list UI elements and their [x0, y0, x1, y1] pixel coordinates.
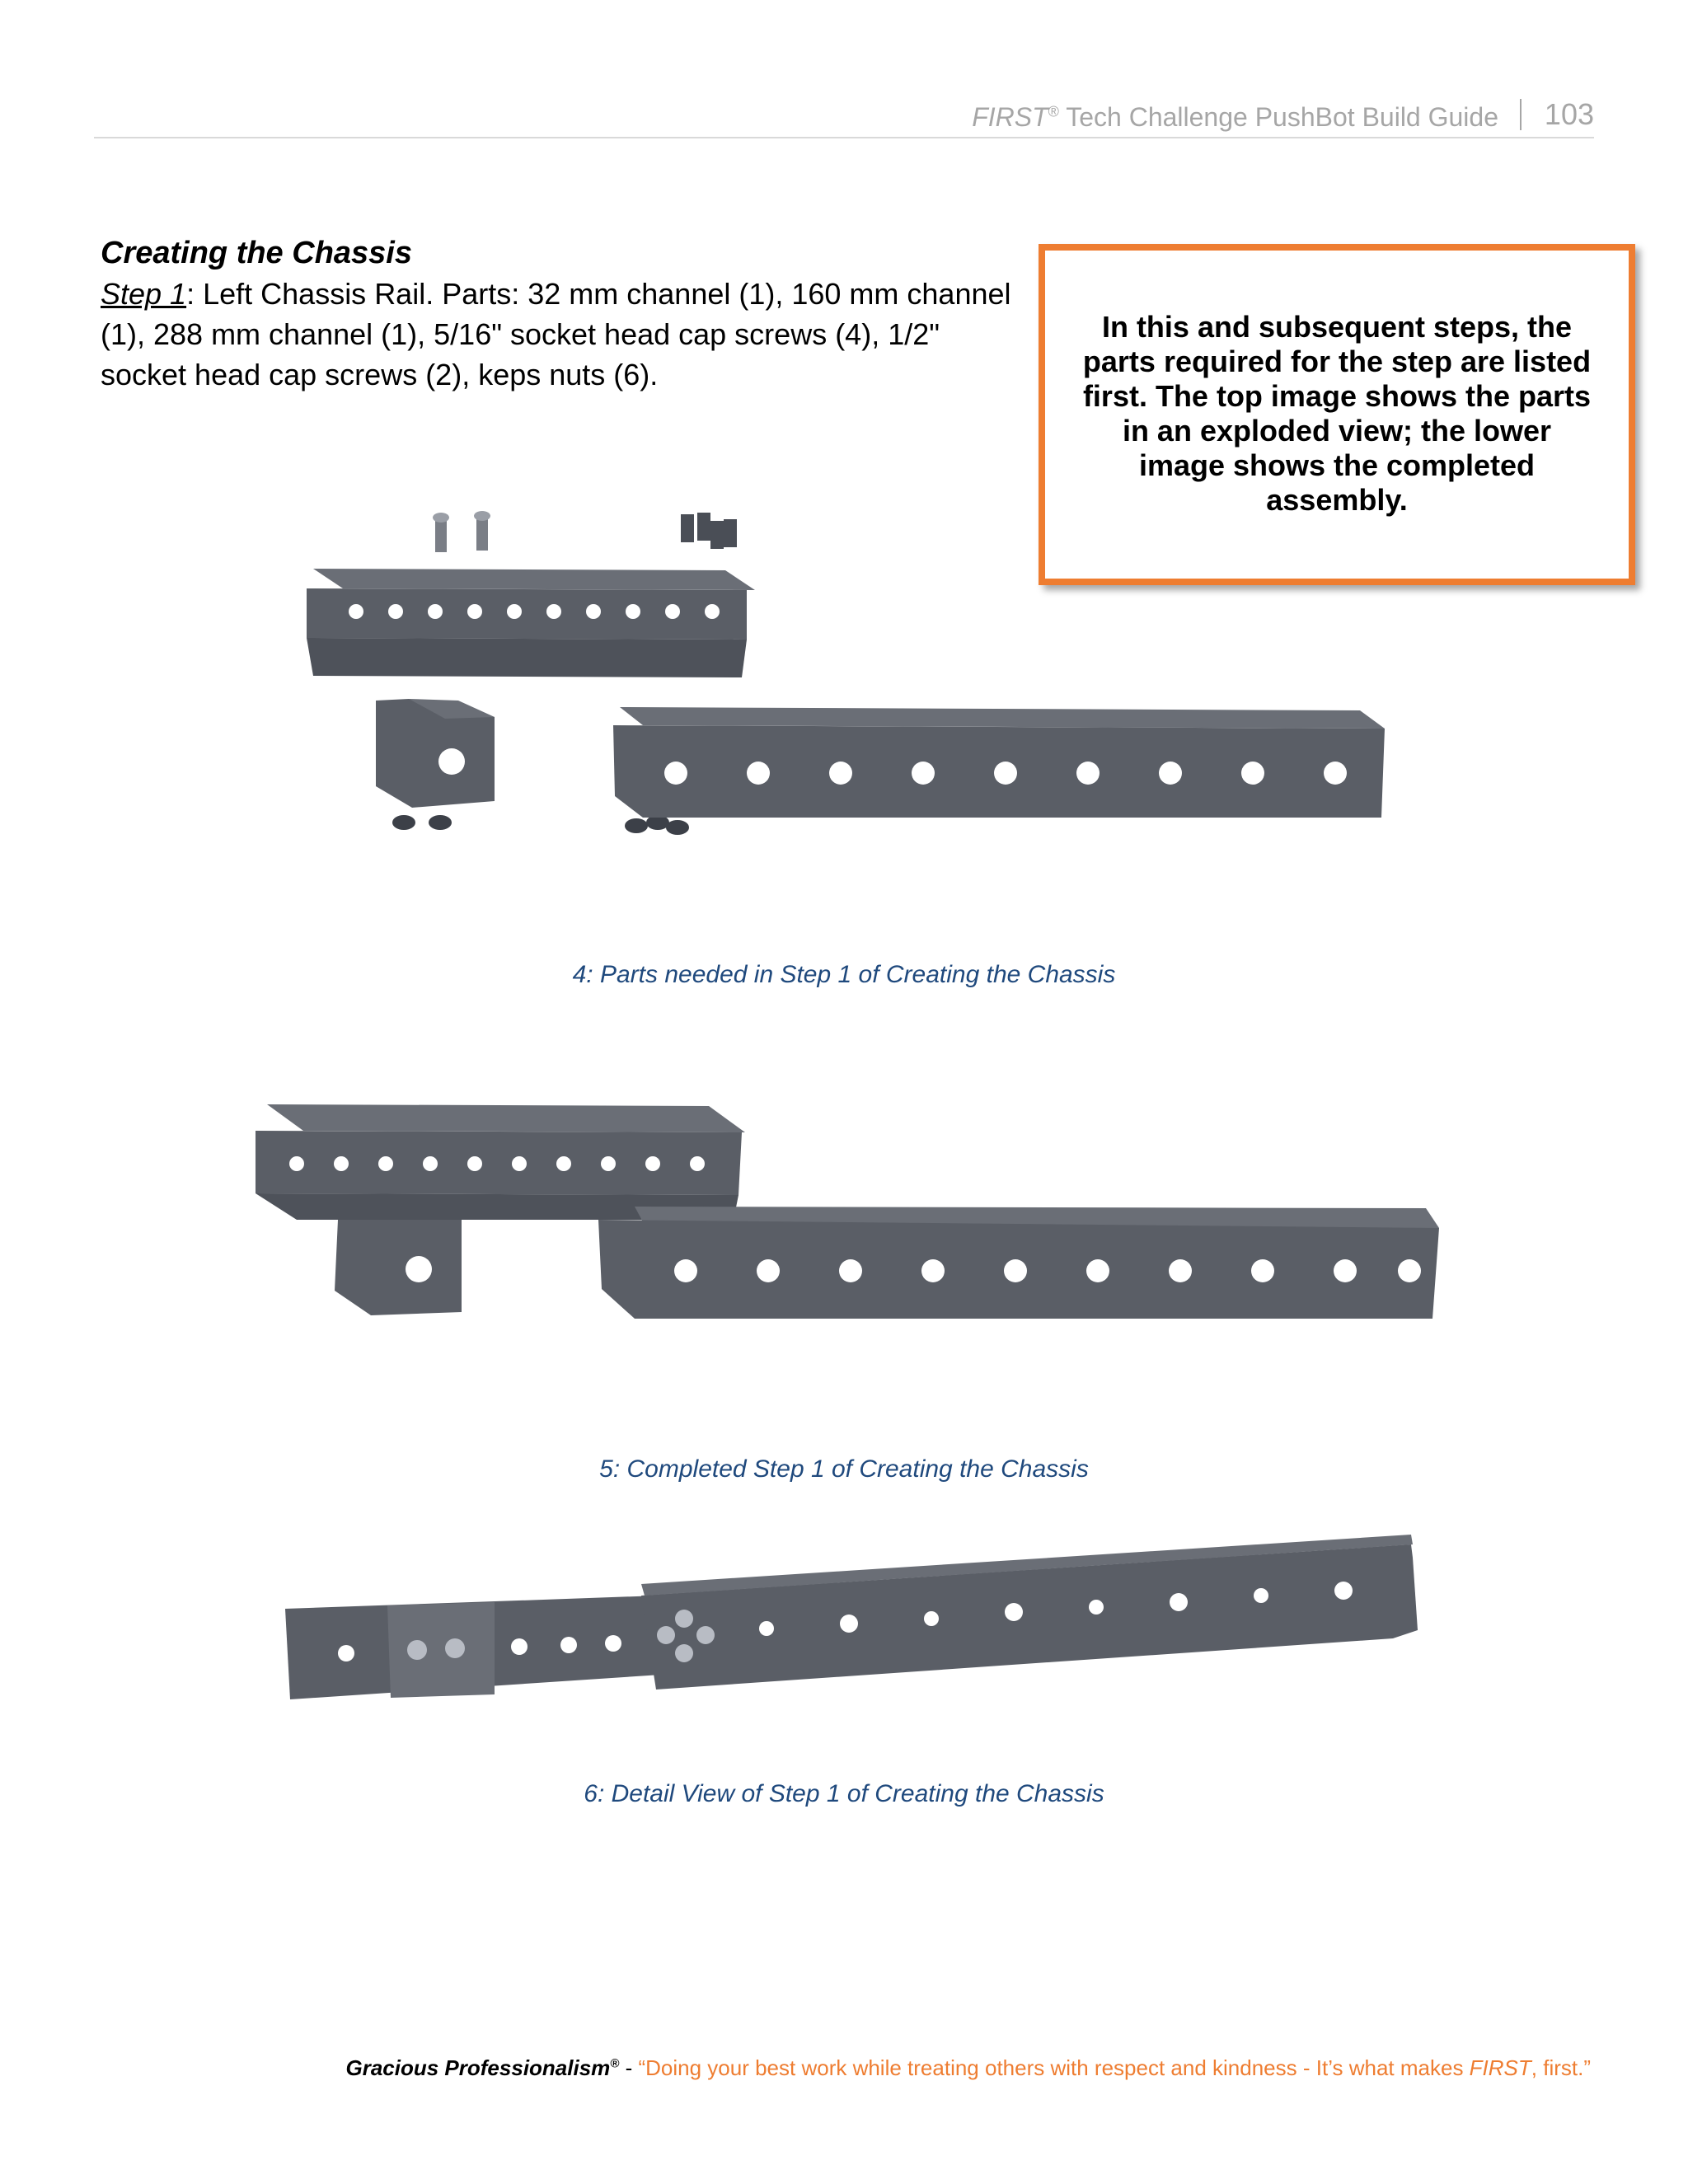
screw-half-inch-1	[433, 513, 449, 552]
page-number: 103	[1544, 97, 1594, 131]
figure-caption-6: 6: Detail View of Step 1 of Creating the Chassis	[584, 1780, 1104, 1807]
header-first: FIRST	[972, 102, 1048, 132]
detail-long-channel	[641, 1535, 1418, 1690]
screw-half-inch-2	[474, 511, 490, 551]
figure-caption-5: 5: Completed Step 1 of Creating the Chassis	[599, 1455, 1089, 1483]
channel-32mm-exploded	[376, 699, 495, 808]
detail-left-channel	[285, 1596, 661, 1699]
registered-mark: ®	[1048, 103, 1059, 120]
footer-dash: -	[619, 2055, 639, 2080]
page-footer	[346, 2055, 1592, 2081]
section-title: Creating the Chassis	[101, 236, 412, 270]
screws-five-sixteenths	[681, 513, 737, 549]
figure-detail-view	[272, 1533, 1426, 1714]
channel-160mm-exploded	[307, 569, 755, 677]
header-divider	[1520, 99, 1522, 130]
step-description	[101, 274, 1024, 395]
page-header	[94, 96, 1594, 138]
footer-gp-text: Gracious Professionalism	[345, 2055, 611, 2080]
footer-quote	[638, 2055, 1591, 2080]
footer-quote-first: FIRST	[1469, 2055, 1531, 2080]
assembly-short-channel	[335, 1220, 462, 1315]
footer-registered-mark: ®	[610, 2056, 620, 2071]
step-label: Step 1	[101, 277, 187, 311]
figure-completed-assembly	[247, 1096, 1451, 1335]
header-title-rest: Tech Challenge PushBot Build Guide	[1058, 102, 1498, 132]
assembly-top-channel	[256, 1104, 745, 1220]
callout-text: In this and subsequent steps, the parts required for the step are listed first. The top image shows the parts in an exploded view; the lower image shows the completed assembly.	[1082, 310, 1592, 517]
figure-caption-4: 4: Parts needed in Step 1 of Creating the Chassis	[572, 961, 1116, 988]
assembly-long-channel	[598, 1207, 1439, 1319]
footer-quote-a: “Doing your best work while treating others with respect and kindness - It’s what makes	[638, 2055, 1470, 2080]
step-parts-text: : Left Chassis Rail. Parts: 32 mm channel (1), 160 mm channel (1), 288 mm channel (1), 5/16" socket head cap screws (4), 1/2" socket head cap screws (2), keps nuts (6).	[101, 277, 1011, 391]
footer-gracious-professionalism	[346, 2055, 620, 2080]
footer-quote-b: , first.”	[1531, 2055, 1591, 2080]
keps-nuts	[392, 815, 689, 835]
figure-parts-exploded	[297, 494, 1401, 857]
channel-288mm-exploded	[613, 707, 1385, 818]
header-title	[972, 102, 1498, 133]
